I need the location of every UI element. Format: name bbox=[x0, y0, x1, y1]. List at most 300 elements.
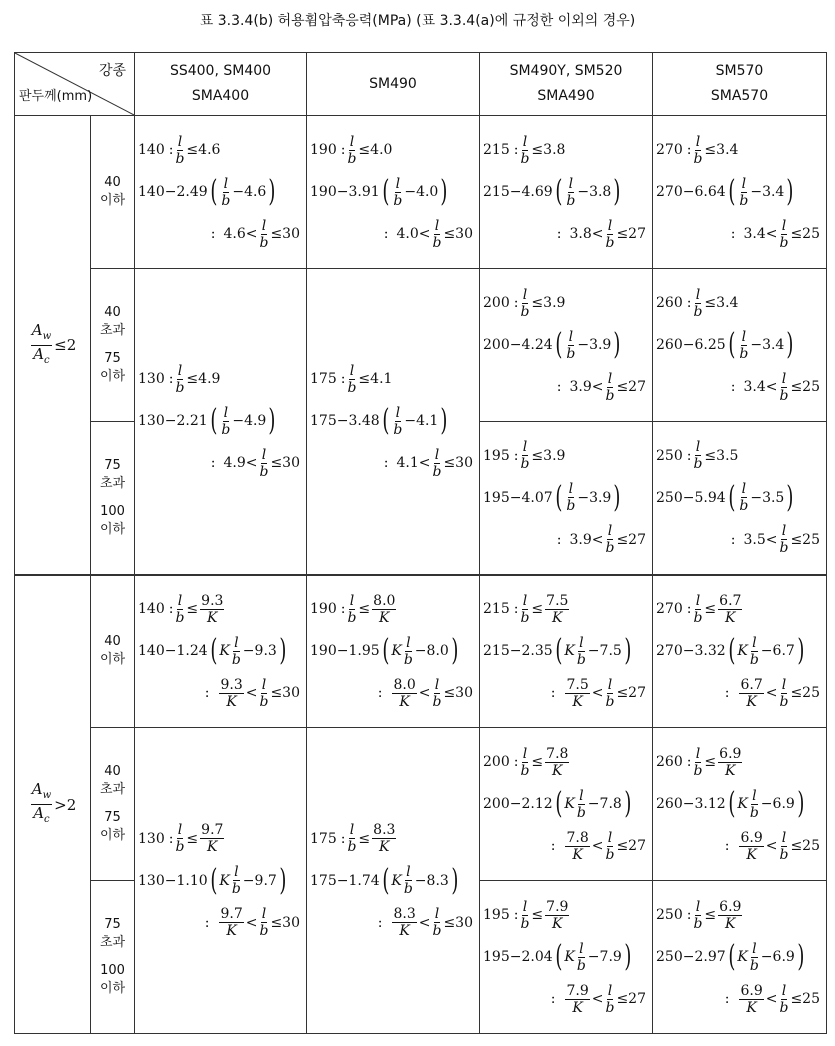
stress-base: 200 bbox=[483, 337, 510, 353]
colon: : bbox=[340, 601, 346, 618]
stress-cell bbox=[480, 116, 653, 269]
fraction-denominator: b bbox=[175, 609, 185, 626]
fraction-denominator: b bbox=[739, 498, 749, 515]
limit-value: 6.9 bbox=[772, 949, 795, 965]
fraction bbox=[718, 593, 742, 626]
fraction-numerator: l bbox=[752, 634, 757, 651]
fraction-numerator: 6.9 bbox=[719, 745, 742, 762]
thickness-text: 이하 bbox=[99, 828, 126, 843]
coefficient: 3.91 bbox=[348, 184, 380, 200]
stress-base: 215 bbox=[483, 184, 510, 200]
colon: : bbox=[686, 447, 692, 464]
fraction bbox=[520, 593, 529, 626]
minus-sign: − bbox=[336, 872, 349, 889]
stress-base: 215 bbox=[483, 643, 510, 660]
fraction-numerator: l bbox=[741, 328, 747, 345]
fraction-numerator: l bbox=[695, 592, 701, 609]
stress-base: 260 bbox=[656, 754, 683, 770]
minus-sign: − bbox=[242, 643, 255, 660]
fraction-numerator: l bbox=[579, 940, 584, 957]
header-col-ss400 bbox=[135, 53, 307, 116]
le-sign: ≤ bbox=[186, 371, 199, 388]
thickness-text: 초과 bbox=[99, 323, 126, 338]
stress-cell bbox=[135, 269, 307, 575]
fraction bbox=[393, 176, 402, 209]
fraction-denominator: K bbox=[746, 846, 757, 863]
fraction-denominator: b bbox=[221, 192, 231, 209]
fraction-numerator: l bbox=[741, 175, 747, 192]
formula-line: 260 − 3.12 ( K $\frac{l}{b}$ − 6.9 ) bbox=[656, 786, 805, 821]
fraction-numerator: l bbox=[695, 439, 701, 456]
fraction bbox=[432, 677, 441, 710]
fraction-numerator: l bbox=[781, 676, 787, 693]
group-label-ratio-le-2 bbox=[15, 116, 91, 575]
lt-sign: < bbox=[765, 226, 778, 242]
limit-value: 7.9 bbox=[599, 949, 622, 965]
stress-cell bbox=[480, 881, 653, 1034]
fraction-numerator: l bbox=[522, 133, 528, 150]
fraction-denominator: b bbox=[432, 234, 442, 251]
table-row bbox=[15, 269, 827, 422]
header-col4-line2: SMA570 bbox=[710, 88, 769, 104]
fraction-numerator: l bbox=[752, 940, 757, 957]
fraction bbox=[693, 593, 702, 626]
fraction bbox=[693, 134, 702, 167]
max-value: 30 bbox=[455, 455, 473, 472]
coefficient: 4.24 bbox=[521, 337, 553, 353]
colon: : bbox=[550, 991, 556, 1007]
stress-base: 130 bbox=[138, 371, 165, 388]
limit-value: 3.4 bbox=[716, 142, 739, 158]
fraction-numerator: 7.8 bbox=[566, 829, 589, 846]
limit-value: 4.1 bbox=[370, 371, 393, 388]
stress-base: 130 bbox=[138, 413, 165, 430]
lt-sign: < bbox=[245, 455, 258, 472]
limit-value: 3.4 bbox=[743, 226, 766, 242]
stress-base: 250 bbox=[656, 489, 683, 506]
le-sign: ≤ bbox=[616, 685, 629, 702]
fraction-numerator: 7.9 bbox=[566, 982, 589, 999]
max-value: 25 bbox=[802, 685, 820, 702]
fraction-denominator: K bbox=[207, 609, 218, 626]
le-sign: ≤ bbox=[790, 531, 803, 548]
fraction-denominator: b bbox=[221, 421, 231, 438]
fraction bbox=[219, 906, 243, 939]
fraction-denominator: b bbox=[739, 192, 749, 209]
minus-sign: − bbox=[750, 489, 763, 506]
colon: : bbox=[730, 226, 736, 242]
limit-value: 3.8 bbox=[569, 226, 592, 242]
le-sign: ≤ bbox=[704, 754, 717, 770]
thickness-text: 75 bbox=[104, 810, 121, 825]
le-sign: ≤ bbox=[790, 991, 803, 1007]
le-sign: ≤ bbox=[531, 295, 544, 311]
fraction bbox=[347, 363, 356, 396]
stress-base: 260 bbox=[656, 796, 683, 812]
le-sign: ≤ bbox=[704, 601, 717, 618]
le-sign: ≤ bbox=[616, 531, 629, 548]
le-sign: ≤ bbox=[186, 601, 199, 618]
fraction bbox=[577, 788, 586, 821]
fraction bbox=[545, 593, 569, 626]
limit-value: 3.9 bbox=[543, 447, 566, 464]
colon: : bbox=[730, 531, 736, 548]
fraction-denominator: b bbox=[605, 540, 615, 557]
formula-line bbox=[480, 741, 652, 783]
colon: : bbox=[168, 830, 174, 847]
stress-cell bbox=[307, 728, 480, 1034]
formula-line: 250 − 2.97 ( K $\frac{l}{b}$ − 6.9 ) bbox=[656, 939, 805, 974]
fraction-numerator: l bbox=[349, 822, 355, 838]
fraction bbox=[175, 363, 184, 396]
fraction-numerator: l bbox=[234, 864, 239, 880]
minus-sign: − bbox=[164, 413, 177, 430]
fraction-denominator: b bbox=[259, 463, 269, 480]
fraction bbox=[347, 822, 356, 855]
area-ratio-denominator bbox=[33, 805, 49, 828]
fraction bbox=[750, 788, 759, 821]
max-value: 25 bbox=[802, 226, 820, 242]
fraction-numerator: 8.0 bbox=[373, 592, 396, 609]
fraction bbox=[404, 635, 413, 668]
formula-line bbox=[480, 366, 652, 408]
formula-line bbox=[653, 282, 826, 324]
stress-base: 250 bbox=[656, 949, 683, 965]
formula-line: 190 − 1.95 ( K $\frac{l}{b}$ − 8.0 ) bbox=[310, 633, 459, 669]
fraction-denominator: b bbox=[520, 915, 530, 932]
fraction-denominator: b bbox=[693, 456, 703, 473]
max-value: 30 bbox=[455, 914, 473, 931]
fraction bbox=[739, 983, 763, 1016]
formula-line bbox=[135, 129, 306, 171]
coefficient: 1.10 bbox=[176, 872, 208, 889]
le-sign: ≤ bbox=[186, 830, 199, 847]
colon: : bbox=[168, 142, 174, 158]
limit-value: 4.0 bbox=[396, 226, 419, 242]
limit-value: 4.6 bbox=[244, 184, 267, 200]
fraction-numerator: 6.9 bbox=[740, 829, 763, 846]
fraction bbox=[750, 941, 759, 974]
thickness-label bbox=[91, 728, 135, 881]
lt-sign: < bbox=[418, 685, 431, 702]
thickness-text: 100 bbox=[100, 503, 125, 519]
le-sign: ≤ bbox=[704, 142, 717, 158]
formula-line bbox=[135, 672, 306, 714]
k-symbol: K bbox=[737, 643, 748, 660]
limit-value: 3.5 bbox=[716, 447, 739, 464]
limit-value: 7.5 bbox=[599, 643, 622, 660]
fraction-denominator: b bbox=[693, 150, 703, 167]
fraction-denominator: b bbox=[749, 957, 759, 974]
formula-line: 200 − 2.12 ( K $\frac{l}{b}$ − 7.8 ) bbox=[483, 786, 632, 821]
colon: : bbox=[210, 455, 216, 472]
fraction bbox=[577, 635, 586, 668]
minus-sign: − bbox=[682, 949, 695, 965]
fraction-denominator: b bbox=[403, 881, 413, 897]
header-col-sm490 bbox=[307, 53, 480, 116]
fraction-denominator: b bbox=[393, 192, 403, 209]
stress-base: 190 bbox=[310, 184, 337, 200]
coefficient: 4.07 bbox=[521, 489, 553, 506]
minus-sign: − bbox=[750, 184, 763, 200]
fraction-numerator: 6.7 bbox=[719, 592, 742, 609]
formula-line bbox=[135, 588, 306, 630]
coefficient: 3.48 bbox=[348, 413, 380, 430]
max-value: 27 bbox=[628, 685, 646, 702]
thickness-text: 40 bbox=[104, 175, 121, 190]
fraction bbox=[605, 830, 614, 863]
fraction bbox=[221, 405, 230, 438]
limit-value: 4.9 bbox=[198, 371, 221, 388]
thickness-text: 40 bbox=[104, 764, 121, 779]
formula-line bbox=[480, 825, 652, 867]
formula-line bbox=[480, 213, 652, 255]
le-sign: ≤ bbox=[443, 455, 456, 472]
fraction bbox=[392, 677, 416, 710]
table-row bbox=[15, 116, 827, 269]
formula-line: 200 − 4.24 ( $\frac{l}{b}$ − 3.9 ) bbox=[483, 327, 621, 362]
le-sign: ≤ bbox=[531, 754, 544, 770]
fraction-denominator: K bbox=[725, 915, 736, 932]
area-ratio-fraction bbox=[31, 322, 52, 369]
fraction-numerator: l bbox=[234, 634, 239, 651]
minus-sign: − bbox=[682, 184, 695, 200]
k-symbol: K bbox=[737, 949, 748, 965]
formula-line: 130 − 2.21 ( $\frac{l}{b}$ − 4.9 ) bbox=[138, 403, 276, 439]
fraction-numerator: 6.7 bbox=[740, 676, 763, 693]
thickness-text: 초과 bbox=[99, 935, 126, 950]
formula-line bbox=[480, 129, 652, 171]
minus-sign: − bbox=[760, 949, 773, 965]
group-label-ratio-gt-2 bbox=[15, 575, 91, 1034]
formula-line bbox=[653, 588, 826, 630]
k-symbol: K bbox=[219, 872, 230, 889]
fraction bbox=[545, 899, 569, 932]
fraction-denominator: b bbox=[693, 303, 703, 320]
fraction-numerator: l bbox=[695, 133, 701, 150]
fraction bbox=[605, 983, 614, 1016]
fraction-numerator: l bbox=[349, 133, 355, 150]
lt-sign: < bbox=[591, 991, 604, 1007]
fraction-numerator: l bbox=[522, 286, 528, 303]
limit-value: 3.9 bbox=[589, 337, 612, 353]
max-value: 25 bbox=[802, 531, 820, 548]
stress-base: 215 bbox=[483, 601, 510, 618]
header-thickness: 판두께(mm) bbox=[19, 89, 93, 104]
formula-line bbox=[480, 672, 652, 714]
limit-value: 3.4 bbox=[716, 295, 739, 311]
fraction bbox=[779, 983, 788, 1016]
colon: : bbox=[377, 685, 383, 702]
formula-line bbox=[307, 442, 479, 484]
colon: : bbox=[724, 991, 730, 1007]
colon: : bbox=[383, 455, 389, 472]
le-sign: ≤ bbox=[704, 295, 717, 311]
allowable-stress-table bbox=[14, 52, 827, 1034]
fraction bbox=[605, 677, 614, 710]
formula-line bbox=[307, 672, 479, 714]
formula-line bbox=[480, 894, 652, 936]
stress-base: 175 bbox=[310, 413, 337, 430]
fraction-numerator: l bbox=[522, 745, 528, 762]
header-col-sm570 bbox=[653, 53, 827, 116]
max-value: 25 bbox=[802, 379, 820, 395]
minus-sign: − bbox=[336, 413, 349, 430]
minus-sign: − bbox=[509, 184, 522, 200]
fraction bbox=[347, 134, 356, 167]
fraction-denominator: K bbox=[552, 915, 563, 932]
stress-base: 270 bbox=[656, 184, 683, 200]
lt-sign: < bbox=[418, 455, 431, 472]
minus-sign: − bbox=[682, 643, 695, 660]
stress-base: 195 bbox=[483, 447, 510, 464]
fraction-numerator: l bbox=[781, 982, 787, 999]
fraction bbox=[739, 481, 748, 514]
coefficient: 2.35 bbox=[521, 643, 553, 660]
fraction-numerator: 7.8 bbox=[546, 745, 569, 762]
formula-line bbox=[135, 818, 306, 860]
fraction bbox=[200, 822, 224, 855]
fraction bbox=[779, 371, 788, 404]
fraction-numerator: l bbox=[177, 362, 183, 379]
limit-value: 6.7 bbox=[772, 643, 795, 660]
colon: : bbox=[556, 226, 562, 242]
fraction-denominator: K bbox=[746, 693, 757, 710]
fraction-denominator: b bbox=[749, 804, 759, 821]
fraction bbox=[219, 677, 243, 710]
fraction bbox=[566, 176, 575, 209]
fraction-numerator: l bbox=[177, 592, 183, 609]
fraction bbox=[779, 218, 788, 251]
minus-sign: − bbox=[577, 337, 590, 353]
fraction-denominator: K bbox=[725, 609, 736, 626]
formula-line bbox=[480, 978, 652, 1020]
minus-sign: − bbox=[577, 184, 590, 200]
stress-base: 195 bbox=[483, 489, 510, 506]
stress-base: 200 bbox=[483, 754, 510, 770]
stress-base: 175 bbox=[310, 872, 337, 889]
fraction-denominator: K bbox=[572, 999, 583, 1016]
le-sign: ≤ bbox=[616, 991, 629, 1007]
colon: : bbox=[556, 379, 562, 395]
stress-base: 175 bbox=[310, 371, 337, 388]
fraction-numerator: 8.3 bbox=[373, 822, 396, 838]
fraction-numerator: 8.0 bbox=[393, 676, 416, 693]
fraction-denominator: b bbox=[520, 456, 530, 473]
lt-sign: < bbox=[418, 226, 431, 242]
fraction bbox=[779, 830, 788, 863]
fraction bbox=[259, 218, 268, 251]
thickness-text: 75 bbox=[104, 917, 121, 932]
le-sign: ≤ bbox=[358, 601, 371, 618]
fraction-denominator: b bbox=[393, 421, 403, 438]
fraction-denominator: b bbox=[605, 693, 615, 710]
limit-value: 6.9 bbox=[772, 796, 795, 812]
max-value: 30 bbox=[455, 226, 473, 242]
stress-base: 190 bbox=[310, 601, 337, 618]
fraction bbox=[693, 899, 702, 932]
fraction-numerator: l bbox=[522, 439, 528, 456]
colon: : bbox=[383, 226, 389, 242]
fraction-numerator: l bbox=[579, 787, 584, 804]
table-row bbox=[15, 728, 827, 881]
fraction bbox=[693, 746, 702, 779]
colon: : bbox=[340, 142, 346, 158]
stress-base: 175 bbox=[310, 830, 337, 847]
limit-value: 4.9 bbox=[223, 455, 246, 472]
fraction bbox=[175, 822, 184, 855]
fraction-denominator: b bbox=[779, 540, 789, 557]
limit-value: 3.8 bbox=[589, 184, 612, 200]
stress-base: 270 bbox=[656, 643, 683, 660]
lt-sign: < bbox=[765, 531, 778, 548]
fraction-numerator: l bbox=[434, 676, 440, 693]
header-col3-line1: SM490Y, SM520 bbox=[509, 63, 623, 79]
fraction-denominator: K bbox=[207, 839, 218, 855]
le-sign: ≤ bbox=[531, 601, 544, 618]
fraction-numerator: l bbox=[568, 328, 574, 345]
formula-line bbox=[653, 129, 826, 171]
minus-sign: − bbox=[509, 796, 522, 812]
fraction-denominator: b bbox=[576, 957, 586, 974]
stress-base: 200 bbox=[483, 295, 510, 311]
colon: : bbox=[340, 371, 346, 388]
stress-cell bbox=[480, 422, 653, 575]
fraction-denominator: b bbox=[520, 303, 530, 320]
fraction bbox=[750, 635, 759, 668]
area-ratio-denominator bbox=[33, 346, 49, 369]
stress-cell bbox=[653, 881, 827, 1034]
area-symbol: A bbox=[31, 320, 43, 339]
fraction bbox=[404, 864, 413, 897]
fraction-denominator: b bbox=[576, 804, 586, 821]
fraction bbox=[175, 593, 184, 626]
minus-sign: − bbox=[509, 643, 522, 660]
stress-base: 140 bbox=[138, 643, 165, 660]
limit-value: 4.6 bbox=[223, 226, 246, 242]
max-value: 30 bbox=[282, 914, 300, 931]
lt-sign: < bbox=[591, 226, 604, 242]
minus-sign: − bbox=[164, 643, 177, 660]
le-sign: ≤ bbox=[531, 907, 544, 923]
k-symbol: K bbox=[391, 643, 402, 660]
le-sign: ≤ bbox=[790, 838, 803, 854]
limit-value: 3.4 bbox=[762, 337, 785, 353]
fraction-denominator: b bbox=[347, 150, 357, 167]
fraction bbox=[566, 329, 575, 362]
thickness-text: 75 bbox=[104, 457, 121, 473]
le-sign: ≤ bbox=[443, 226, 456, 242]
stress-cell bbox=[307, 116, 480, 269]
formula-line bbox=[480, 588, 652, 630]
colon: : bbox=[168, 371, 174, 388]
fraction bbox=[739, 329, 748, 362]
colon: : bbox=[513, 447, 519, 464]
colon: : bbox=[686, 754, 692, 770]
thickness-label bbox=[91, 422, 135, 575]
fraction bbox=[372, 593, 396, 626]
limit-value: 4.0 bbox=[370, 142, 393, 158]
le-sign: ≤ bbox=[531, 447, 544, 464]
header-row bbox=[15, 53, 827, 116]
formula-line bbox=[653, 213, 826, 255]
fraction bbox=[232, 635, 241, 668]
formula-line bbox=[653, 741, 826, 783]
limit-value: 3.8 bbox=[543, 142, 566, 158]
thickness-text: 40 bbox=[104, 634, 121, 650]
fraction-numerator: l bbox=[607, 523, 613, 540]
fraction-numerator: l bbox=[741, 481, 747, 498]
